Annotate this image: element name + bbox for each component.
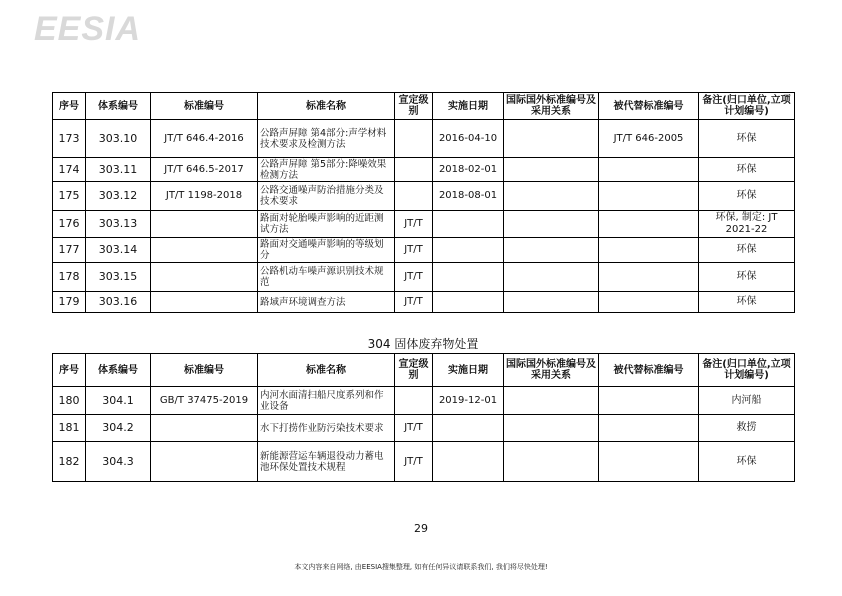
header-level: 宣定级别 bbox=[395, 93, 433, 120]
cell-intl bbox=[504, 238, 599, 263]
cell-std-no bbox=[151, 238, 258, 263]
cell-replaced bbox=[599, 442, 699, 482]
section-title: 304 固体废弃物处置 bbox=[367, 337, 479, 351]
header-replaced: 被代替标准编号 bbox=[599, 93, 699, 120]
cell-note: 内河船 bbox=[699, 387, 795, 415]
cell-impl-date bbox=[433, 238, 504, 263]
header-system-no: 体系编号 bbox=[86, 93, 151, 120]
cell-level: JT/T bbox=[395, 263, 433, 292]
cell-replaced bbox=[599, 415, 699, 442]
cell-level: JT/T bbox=[395, 442, 433, 482]
table-row bbox=[53, 182, 795, 211]
cell-impl-date bbox=[433, 211, 504, 238]
cell-replaced bbox=[599, 292, 699, 313]
header-note: 备注(归口单位,立项计划编号) bbox=[699, 354, 795, 387]
cell-seq: 182 bbox=[53, 442, 86, 482]
header-std-no: 标准编号 bbox=[151, 93, 258, 120]
cell-system-no: 303.13 bbox=[86, 211, 151, 238]
cell-note: 环保 bbox=[699, 158, 795, 182]
table-row bbox=[53, 158, 795, 182]
table-row bbox=[53, 292, 795, 313]
cell-std-name: 公路机动车噪声源识别技术规范 bbox=[258, 263, 395, 292]
cell-level bbox=[395, 182, 433, 211]
header-impl-date: 实施日期 bbox=[433, 354, 504, 387]
cell-std-no bbox=[151, 442, 258, 482]
cell-seq: 173 bbox=[53, 120, 86, 158]
cell-std-name: 路面对交通噪声影响的等级划分 bbox=[258, 238, 395, 263]
cell-std-name: 路面对轮胎噪声影响的近距测试方法 bbox=[258, 211, 395, 238]
cell-seq: 176 bbox=[53, 211, 86, 238]
cell-std-no: JT/T 1198-2018 bbox=[151, 182, 258, 211]
cell-intl bbox=[504, 263, 599, 292]
table-header-row bbox=[53, 354, 795, 387]
cell-seq: 179 bbox=[53, 292, 86, 313]
cell-note: 救捞 bbox=[699, 415, 795, 442]
header-intl: 国际国外标准编号及采用关系 bbox=[504, 93, 599, 120]
cell-impl-date bbox=[433, 263, 504, 292]
cell-replaced bbox=[599, 263, 699, 292]
cell-impl-date: 2019-12-01 bbox=[433, 387, 504, 415]
cell-system-no: 303.15 bbox=[86, 263, 151, 292]
cell-intl bbox=[504, 292, 599, 313]
eesia-logo: EESIA bbox=[34, 10, 142, 48]
cell-note: 环保 bbox=[699, 238, 795, 263]
header-impl-date: 实施日期 bbox=[433, 93, 504, 120]
cell-impl-date bbox=[433, 415, 504, 442]
cell-std-name: 公路声屏障 第4部分:声学材料技术要求及检测方法 bbox=[258, 120, 395, 158]
cell-level bbox=[395, 120, 433, 158]
cell-seq: 178 bbox=[53, 263, 86, 292]
cell-level: JT/T bbox=[395, 292, 433, 313]
header-system-no: 体系编号 bbox=[86, 354, 151, 387]
cell-std-name: 内河水面清扫船尺度系列和作业设备 bbox=[258, 387, 395, 415]
cell-system-no: 304.3 bbox=[86, 442, 151, 482]
standards-table-304 bbox=[52, 353, 795, 482]
table-row bbox=[53, 263, 795, 292]
cell-system-no: 303.11 bbox=[86, 158, 151, 182]
cell-replaced bbox=[599, 238, 699, 263]
cell-std-no: JT/T 646.5-2017 bbox=[151, 158, 258, 182]
header-std-name: 标准名称 bbox=[258, 354, 395, 387]
cell-intl bbox=[504, 442, 599, 482]
cell-seq: 180 bbox=[53, 387, 86, 415]
cell-std-name: 路域声环境调查方法 bbox=[258, 292, 395, 313]
cell-std-no: GB/T 37475-2019 bbox=[151, 387, 258, 415]
cell-replaced bbox=[599, 182, 699, 211]
cell-seq: 175 bbox=[53, 182, 86, 211]
cell-impl-date bbox=[433, 442, 504, 482]
cell-std-no bbox=[151, 263, 258, 292]
header-intl: 国际国外标准编号及采用关系 bbox=[504, 354, 599, 387]
footer-note: 本文内容来自网络, 由EESIA搜集整理, 如有任何异议请联系我们, 我们将尽快处理! bbox=[294, 563, 548, 571]
cell-note: 环保 bbox=[699, 120, 795, 158]
header-std-name: 标准名称 bbox=[258, 93, 395, 120]
standards-table-303 bbox=[52, 92, 795, 313]
cell-replaced bbox=[599, 211, 699, 238]
table-row bbox=[53, 120, 795, 158]
cell-std-no bbox=[151, 292, 258, 313]
cell-level bbox=[395, 158, 433, 182]
cell-system-no: 303.16 bbox=[86, 292, 151, 313]
cell-note: 环保 bbox=[699, 263, 795, 292]
cell-system-no: 303.14 bbox=[86, 238, 151, 263]
page-number: 29 bbox=[414, 522, 428, 535]
header-level: 宣定级别 bbox=[395, 354, 433, 387]
header-seq: 序号 bbox=[53, 93, 86, 120]
cell-impl-date: 2016-04-10 bbox=[433, 120, 504, 158]
cell-note: 环保 bbox=[699, 442, 795, 482]
cell-impl-date bbox=[433, 292, 504, 313]
table-row bbox=[53, 415, 795, 442]
cell-note: 环保 bbox=[699, 182, 795, 211]
cell-std-no: JT/T 646.4-2016 bbox=[151, 120, 258, 158]
cell-intl bbox=[504, 387, 599, 415]
cell-impl-date: 2018-02-01 bbox=[433, 158, 504, 182]
cell-system-no: 304.1 bbox=[86, 387, 151, 415]
cell-replaced: JT/T 646-2005 bbox=[599, 120, 699, 158]
header-replaced: 被代替标准编号 bbox=[599, 354, 699, 387]
cell-level: JT/T bbox=[395, 238, 433, 263]
cell-intl bbox=[504, 211, 599, 238]
cell-std-name: 水下打捞作业防污染技术要求 bbox=[258, 415, 395, 442]
cell-std-name: 新能源营运车辆退役动力蓄电池环保处置技术规程 bbox=[258, 442, 395, 482]
cell-intl bbox=[504, 182, 599, 211]
cell-std-no bbox=[151, 415, 258, 442]
cell-intl bbox=[504, 415, 599, 442]
cell-level: JT/T bbox=[395, 415, 433, 442]
cell-seq: 177 bbox=[53, 238, 86, 263]
header-std-no: 标准编号 bbox=[151, 354, 258, 387]
cell-impl-date: 2018-08-01 bbox=[433, 182, 504, 211]
cell-intl bbox=[504, 120, 599, 158]
cell-system-no: 303.12 bbox=[86, 182, 151, 211]
cell-level: JT/T bbox=[395, 211, 433, 238]
cell-std-no bbox=[151, 211, 258, 238]
cell-std-name: 公路交通噪声防治措施分类及技术要求 bbox=[258, 182, 395, 211]
cell-intl bbox=[504, 158, 599, 182]
cell-system-no: 304.2 bbox=[86, 415, 151, 442]
table-row bbox=[53, 387, 795, 415]
header-note: 备注(归口单位,立项计划编号) bbox=[699, 93, 795, 120]
table-row bbox=[53, 442, 795, 482]
cell-replaced bbox=[599, 158, 699, 182]
cell-replaced bbox=[599, 387, 699, 415]
table-row bbox=[53, 238, 795, 263]
cell-note: 环保 bbox=[699, 292, 795, 313]
header-seq: 序号 bbox=[53, 354, 86, 387]
cell-seq: 181 bbox=[53, 415, 86, 442]
cell-std-name: 公路声屏障 第5部分:降噪效果检测方法 bbox=[258, 158, 395, 182]
table-row bbox=[53, 211, 795, 238]
cell-level bbox=[395, 387, 433, 415]
cell-seq: 174 bbox=[53, 158, 86, 182]
table-header-row bbox=[53, 93, 795, 120]
cell-system-no: 303.10 bbox=[86, 120, 151, 158]
cell-note: 环保, 制定: JT 2021-22 bbox=[699, 211, 795, 238]
